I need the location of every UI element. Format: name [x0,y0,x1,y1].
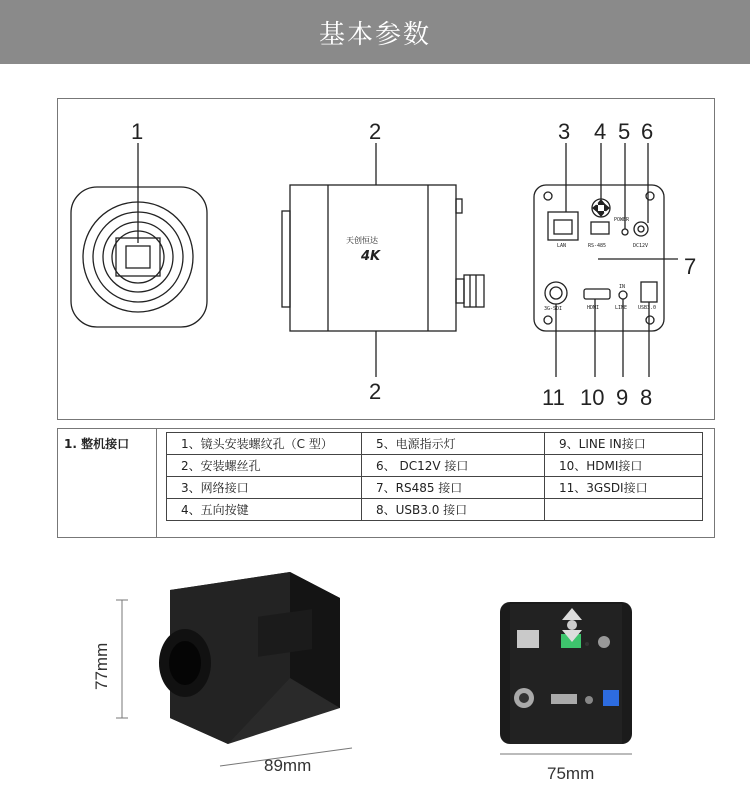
callout-2-bottom: 2 [369,379,382,404]
rs485-label: RS-485 [588,243,607,249]
width-dimension: 75mm [547,764,595,783]
callout-6: 6 [641,119,654,144]
model-label: 4K [361,249,381,264]
table-row [167,455,703,477]
callout-11: 11 [542,385,565,410]
table-row [167,477,703,499]
callout-10: 10 [580,385,605,410]
callout-7: 7 [684,254,697,279]
callout-2-top: 2 [369,119,382,144]
lan-label: LAN [557,243,567,249]
table-cell: 11、3GSDI接口 [545,477,703,499]
power-label: POWER [614,217,630,223]
table-cell [545,499,703,521]
back-view [534,143,678,377]
table-cell: 3、网络接口 [167,477,362,499]
camera-3d-render [116,572,352,766]
spec-table [166,432,703,521]
dc12v-label: DC12V [633,243,649,249]
usb-label: USB3.0 [638,305,657,311]
callout-1: 1 [131,119,144,144]
callout-4: 4 [594,119,607,144]
diagram-svg [58,99,714,419]
brand-logo-text: 天创恒达 [346,236,378,245]
spec-table-section [57,428,715,538]
table-cell: 5、电源指示灯 [362,433,545,455]
3gsdi-label: 3G-SDI [544,306,563,312]
side-view [282,143,484,377]
page-title: 基本参数 [318,19,431,50]
table-cell: 2、安装螺丝孔 [167,455,362,477]
front-view [71,143,207,327]
callout-5: 5 [618,119,631,144]
line-label: LINE [615,305,628,311]
section-divider [156,429,157,537]
table-cell: 10、HDMI接口 [545,455,703,477]
table-cell: 9、LINE IN接口 [545,433,703,455]
table-cell: 4、五向按键 [167,499,362,521]
length-dimension: 89mm [264,756,312,775]
in-label: IN [619,284,626,290]
callout-9: 9 [616,385,629,410]
interface-diagram [57,98,715,420]
table-row [167,499,703,521]
section-label: 1. 整机接口 [64,437,130,451]
product-photos [0,568,750,798]
table-cell: 8、USB3.0 接口 [362,499,545,521]
callout-8: 8 [640,385,653,410]
header-bar [0,0,750,64]
table-row [167,433,703,455]
callout-3: 3 [558,119,571,144]
hdmi-label: HDMI [587,305,600,311]
table-cell: 1、镜头安装螺纹孔（C 型） [167,433,362,455]
table-cell: 7、RS485 接口 [362,477,545,499]
height-dimension: 77mm [92,642,111,690]
table-cell: 6、 DC12V 接口 [362,455,545,477]
camera-back-photo [500,602,632,754]
